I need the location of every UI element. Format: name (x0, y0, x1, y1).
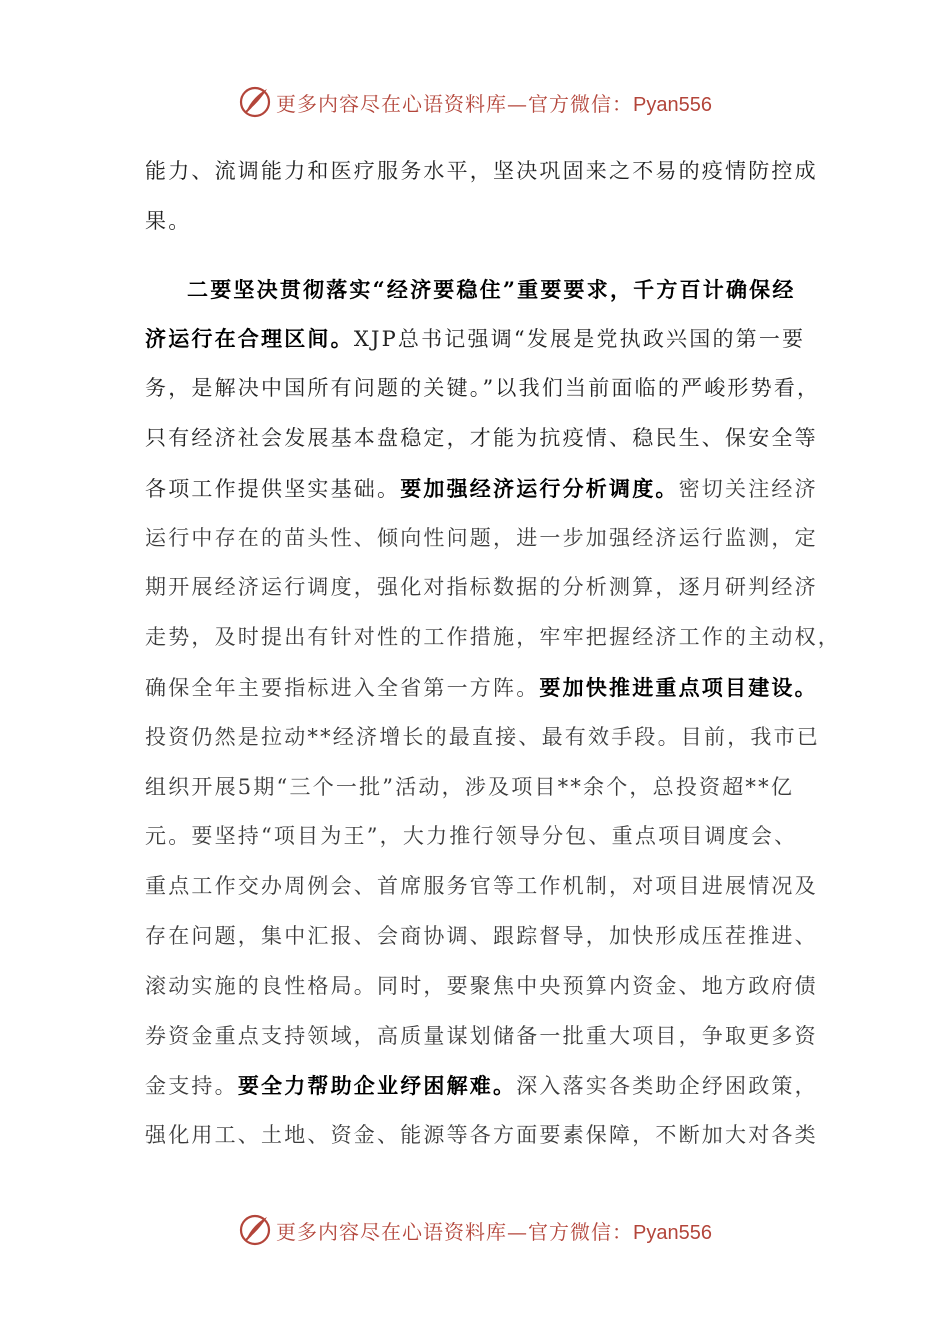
text-line: 强化用工、土地、资金、能源等各方面要素保障，不断加大对各类 (145, 1123, 818, 1148)
header-watermark (0, 82, 950, 122)
subheading: 要加快推进重点项目建设。 (539, 674, 818, 700)
wechat-id: Pyan556 (633, 93, 712, 116)
text-line: 运行中存在的苗头性、倾向性问题，进一步加强经济运行监测，定 (145, 525, 818, 550)
text-line: 能力、流调能力和医疗服务水平，坚决巩固来之不易的疫情防控成 (145, 159, 818, 183)
text-line: 果。 (145, 208, 192, 233)
subheading: 要加强经济运行分析调度。 (400, 475, 679, 501)
section-heading-line: 二要坚决贯彻落实“经济要稳住”重要要求，千方百计确保经 (187, 276, 796, 302)
text-line: 投资仍然是拉动**经济增长的最直接、最有效手段。目前，我市已 (145, 724, 820, 749)
wechat-id: Pyan556 (633, 1221, 712, 1244)
watermark-text: 更多内容尽在心语资料库—官方微信：Pyan556 (276, 1219, 712, 1244)
text-line: 各项工作提供坚实基础。要加强经济运行分析调度。密切关注经济 (145, 475, 818, 501)
footer-watermark (0, 1210, 950, 1250)
text-line: 期开展经济运行调度，强化对指标数据的分析测算，逐月研判经济 (145, 575, 818, 600)
text-line: 金支持。要全力帮助企业纾困解难。深入落实各类助企纾困政策， (145, 1073, 818, 1099)
quill-logo-icon (238, 1213, 272, 1247)
document-body (145, 147, 841, 1161)
section-heading-tail: 济运行在合理区间。 (145, 326, 354, 352)
text-line: 元。要坚持“项目为王”，大力推行领导分包、重点项目调度会、 (145, 824, 798, 849)
subheading: 要全力帮助企业纾困解难。 (237, 1073, 517, 1099)
text-line: 走势，及时提出有针对性的工作措施，牢牢把握经济工作的主动权， (145, 625, 841, 650)
text-line: 重点工作交办周例会、首席服务官等工作机制，对项目进展情况及 (145, 874, 818, 899)
text-line: 济运行在合理区间。XJP总书记强调“发展是党执政兴国的第一要 (145, 326, 806, 352)
text-line: 滚动实施的良性格局。同时，要聚焦中央预算内资金、地方政府债 (145, 973, 818, 998)
text-line: 组织开展5期“三个一批”活动，涉及项目**余个，总投资超**亿 (145, 774, 795, 799)
text-line: 存在问题，集中汇报、会商协调、跟踪督导，加快形成压茬推进、 (145, 923, 818, 948)
text-line: 券资金重点支持领域，高质量谋划储备一批重大项目，争取更多资 (145, 1023, 818, 1048)
quill-logo-icon (238, 85, 272, 119)
text-line: 只有经济社会发展基本盘稳定，才能为抗疫情、稳民生、保安全等 (145, 425, 818, 450)
watermark-text: 更多内容尽在心语资料库—官方微信：Pyan556 (276, 91, 712, 116)
text-line: 确保全年主要指标进入全省第一方阵。要加快推进重点项目建设。 (145, 674, 818, 700)
text-line: 务，是解决中国所有问题的关键。”以我们当前面临的严峻形势看， (145, 376, 821, 401)
